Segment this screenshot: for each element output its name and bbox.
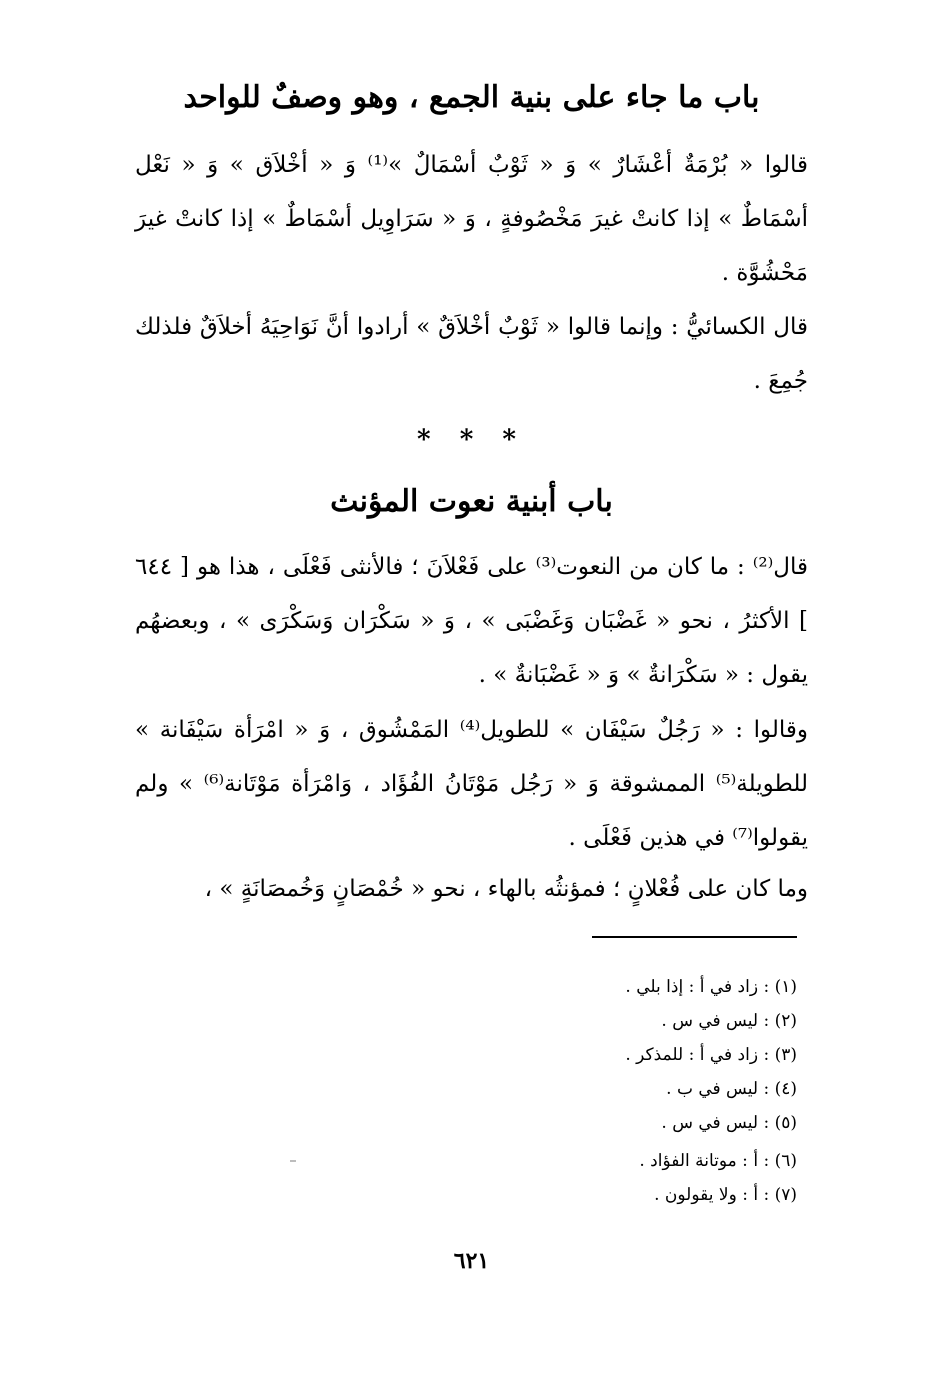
- paragraph-kisai-quote: قال الكسائيُّ : وإنما قالوا « ثَوْبٌ أخْلاَقٌ » أرادوا أنَّ نَوَاحِيَهُ أخلاَقٌ فلذلك جُمِعَ .: [135, 314, 808, 394]
- section-separator: * * *: [417, 425, 526, 455]
- footnote-4: (٤) : ليس في ب .: [666, 1079, 797, 1099]
- footnote-7: (٧) : أ : ولا يقولون .: [654, 1185, 797, 1205]
- paragraph-fulan: وما كان على فُعْلانٍ ؛ فمؤنثُه بالهاء ، نحو « خُمْصَانٍ وَخُمصَانَةٍ » ،: [204, 876, 808, 902]
- footnote-5: (٥) : ليس في س .: [661, 1113, 797, 1133]
- paragraph-falan-fala: قال⁽²⁾ : ما كان من النعوت⁽³⁾ على فَعْلاَنَ ؛ فالأنثى فَعْلَى ، هذا هو [ ٦٤٤ ] الأكثرُ ، نحو « غَضْبَان وَغَضْبَى » ، وَ « سَكْرَان وَسَكْرَى » ، وبعضهُم يقول : « سَكْرَانةٌ » وَ « غَضْبَانةٌ » .: [135, 554, 809, 688]
- footnote-3: (٣) : زاد في أ : للمذكر .: [625, 1045, 797, 1065]
- footnote-divider: [592, 936, 797, 938]
- scan-speck: [290, 1160, 296, 1162]
- footnote-2: (٢) : ليس في س .: [661, 1011, 797, 1031]
- paragraph-plural-examples: قالوا « بُرْمَةٌ أعْشَارٌ » وَ « ثَوْبٌ أسْمَالٌ »⁽¹⁾ وَ « أخْلاَق » وَ « نَعْل أسْمَاطٌ » إذا كانتْ غيرَ مَخْصُوفةٍ ، وَ « سَرَاوِيل أسْمَاطٌ » إذا كانتْ غيرَ مَحْشُوَّة .: [135, 152, 808, 286]
- paragraph-sayfan: وقالوا : « رَجُلٌ سَيْفَان » للطويل⁽⁴⁾ المَمْشُوق ، وَ « امْرَأة سَيْفَانة » للطويلة⁽⁵⁾ الممشوقة وَ « رَجُل مَوْتَانُ الفُؤَاد ، وَامْرَأة مَوْتَانة⁽⁶⁾ » ولم يقولوا⁽⁷⁾ في هذين فَعْلَى .: [135, 717, 809, 851]
- section-title-feminine-adjectives: باب أبنية نعوت المؤنث: [330, 484, 613, 519]
- footnote-1: (١) : زاد في أ : إذا بلي .: [625, 977, 797, 997]
- footnote-6: (٦) : أ : موتانة الفؤاد .: [639, 1151, 797, 1171]
- page-number: ٦٢١: [453, 1248, 490, 1274]
- section-title-plural-adjectives: باب ما جاء على بنية الجمع ، وهو وصفٌ للواحد: [183, 80, 760, 115]
